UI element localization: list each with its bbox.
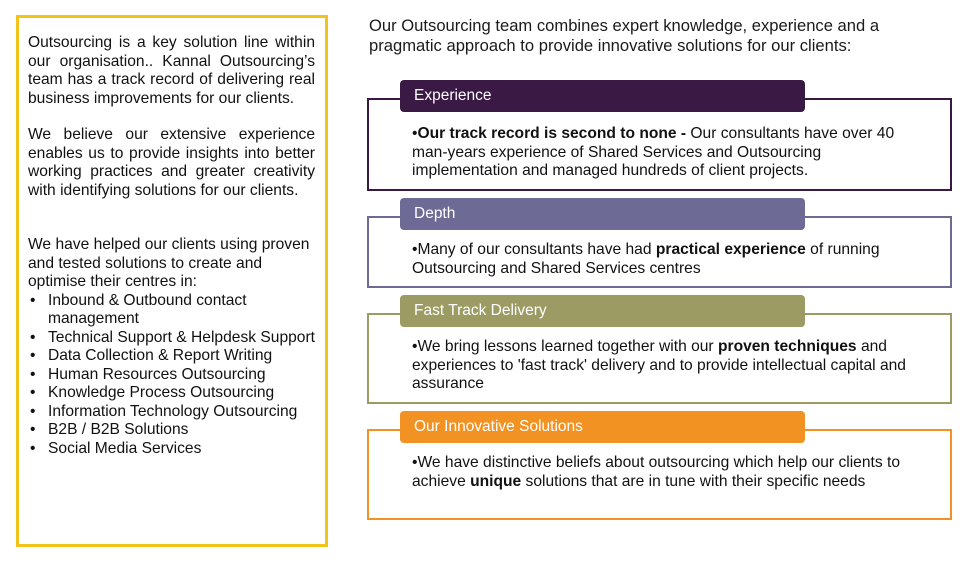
depth-text-pre: Many of our consultants have had (417, 241, 656, 258)
experience-header: Experience (400, 80, 805, 112)
list-item: • Human Resources Outsourcing (48, 366, 315, 385)
fast-track-highlight: proven techniques (717, 338, 857, 355)
list-item: • Technical Support & Helpdesk Support (48, 329, 315, 348)
experience-highlight: Our track record is second to none - (417, 125, 691, 142)
fast-track-text-pre: We bring lessons learned together with our (417, 338, 718, 355)
fast-track-text-post: and experiences to 'fast track' delivery and to provide intellectual capital and assurance (412, 338, 906, 393)
bullet-glyph: • (412, 241, 418, 258)
depth-section (367, 205, 952, 288)
bullet-glyph: • (412, 125, 418, 142)
list-item: • B2B / B2B Solutions (48, 421, 315, 440)
depth-highlight: practical experience (655, 241, 806, 258)
depth-text-post: of running Outsourcing and Shared Services centres (412, 241, 880, 277)
depth-body (412, 241, 930, 278)
list-item: • Knowledge Process Outsourcing (48, 384, 315, 403)
depth-header: Depth (400, 198, 805, 230)
intro-paragraph: Outsourcing is a key solution line within our organisation.. Kannal Outsourcing’s team has a track record of delivering real business improvements for our clients. (28, 34, 315, 107)
belief-paragraph: We believe our extensive experience enables us to provide insights into better working practices and greater creativity with identifying solutions for our clients. (28, 126, 315, 199)
list-item: • Information Technology Outsourcing (48, 403, 315, 422)
left-info-panel (16, 15, 328, 547)
team-intro-text: Our Outsourcing team combines expert knowledge, experience and a pragmatic approach to provide innovative solutions for our clients: (369, 16, 880, 55)
experience-section (367, 87, 952, 191)
list-item: • Social Media Services (48, 440, 315, 459)
fast-track-header: Fast Track Delivery (400, 295, 805, 327)
experience-body (412, 125, 930, 181)
list-item: • Inbound & Outbound contact management (48, 292, 315, 329)
innovative-highlight: unique (470, 472, 522, 490)
helped-clients-paragraph: We have helped our clients using proven and tested solutions to create and optimise their centres in: (28, 236, 310, 290)
innovative-text-pre: We have distinctive beliefs about outsourcing which help our clients to achieve (412, 454, 900, 490)
fast-track-section (367, 302, 952, 404)
bullet-glyph: • (412, 338, 418, 355)
innovative-solutions-header: Our Innovative Solutions (400, 411, 805, 443)
innovative-solutions-body (412, 454, 930, 491)
services-list (28, 292, 315, 459)
experience-text: Our consultants have over 40 man-years experience of Shared Services and Outsourcing implementation and managed hundreds of client projects. (412, 125, 895, 180)
innovative-solutions-section (367, 418, 952, 520)
bullet-glyph: • (412, 454, 418, 471)
innovative-text-post: solutions that are in tune with their specific needs (521, 472, 866, 490)
fast-track-body (412, 338, 930, 394)
list-item: • Data Collection & Report Writing (48, 347, 315, 366)
